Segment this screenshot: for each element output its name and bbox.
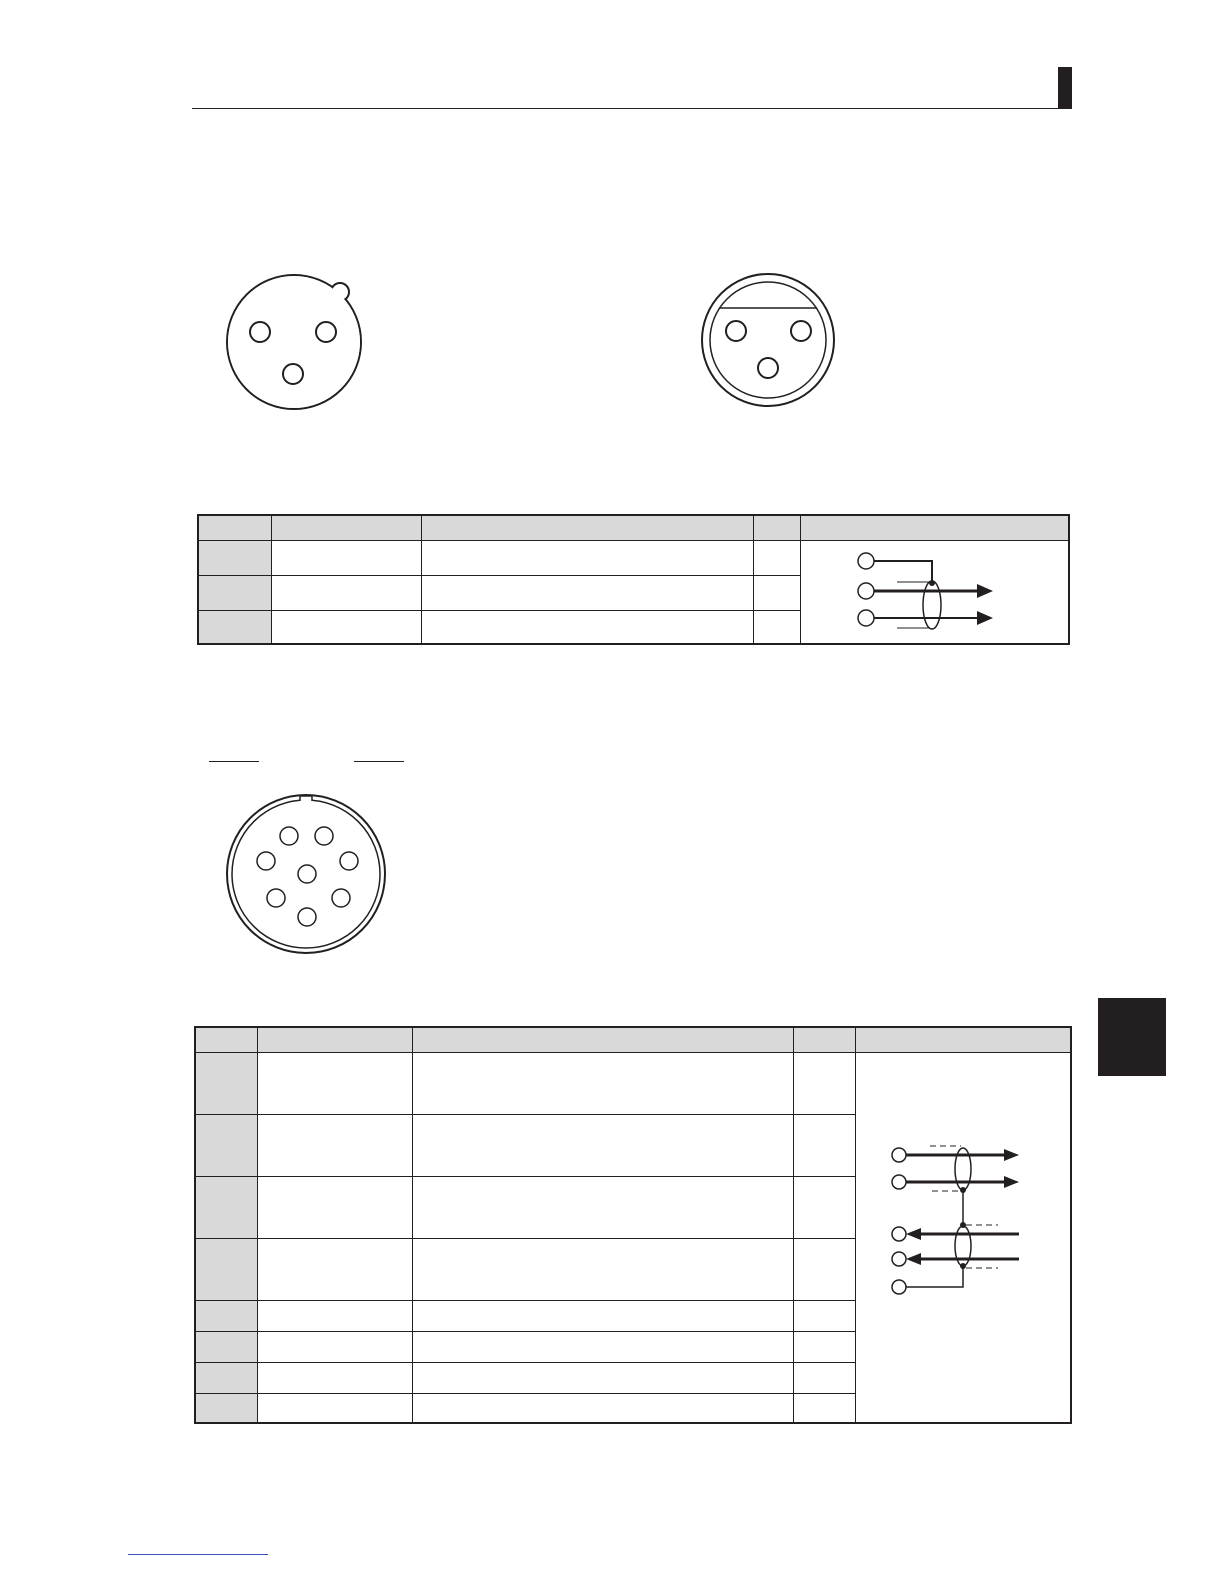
footer-link[interactable] <box>128 1554 268 1555</box>
signal-description <box>412 1301 793 1332</box>
pin-number <box>195 1239 257 1301</box>
signal-name <box>257 1239 412 1301</box>
pin-hole <box>298 865 316 883</box>
signal-io <box>753 541 800 576</box>
wiring-diagram-8pin <box>856 1053 1071 1422</box>
signal-io <box>753 611 800 644</box>
signal-description <box>412 1332 793 1363</box>
signal-description <box>421 611 753 644</box>
pin-number <box>195 1053 257 1115</box>
signal-io <box>793 1332 855 1363</box>
signal-name <box>271 541 421 576</box>
signal-name <box>257 1332 412 1363</box>
pin-hole <box>332 889 350 907</box>
signal-name <box>271 576 421 611</box>
pin-hole <box>267 889 285 907</box>
pin-number <box>195 1363 257 1394</box>
connector-3pin-male-diagram <box>220 272 370 417</box>
pin-number <box>198 576 271 611</box>
chapter-marker <box>1058 67 1072 109</box>
signal-io <box>793 1394 855 1423</box>
column-header-pin <box>198 515 271 541</box>
signal-name <box>257 1363 412 1394</box>
signal-io <box>793 1239 855 1301</box>
signal-description <box>412 1394 793 1423</box>
pin-hole <box>726 321 746 341</box>
pin-assignment-table-3pin <box>197 514 1070 645</box>
signal-name <box>257 1115 412 1177</box>
signal-io <box>793 1115 855 1177</box>
pin-number <box>195 1332 257 1363</box>
pin-hole <box>758 358 778 378</box>
column-header-description <box>412 1027 793 1053</box>
wiring-diagram-3pin <box>801 541 1069 643</box>
pin-hole <box>316 322 336 342</box>
column-header-wiring <box>800 515 1069 541</box>
pin-hole <box>791 321 811 341</box>
signal-description <box>412 1363 793 1394</box>
pin-number <box>198 611 271 644</box>
column-header-description <box>421 515 753 541</box>
pin-hole <box>250 322 270 342</box>
pin-hole <box>283 364 303 384</box>
connector-3pin-female-diagram <box>700 272 840 412</box>
column-header-pin <box>195 1027 257 1053</box>
table-row <box>195 1053 1071 1115</box>
pin-number <box>195 1177 257 1239</box>
signal-description <box>421 541 753 576</box>
pin-hole <box>340 852 358 870</box>
signal-name <box>257 1301 412 1332</box>
signal-name <box>271 611 421 644</box>
signal-io <box>793 1363 855 1394</box>
column-header-signal <box>257 1027 412 1053</box>
pin-hole <box>298 908 316 926</box>
signal-name <box>257 1053 412 1115</box>
signal-io <box>793 1053 855 1115</box>
pin-number <box>195 1394 257 1423</box>
column-header-signal <box>271 515 421 541</box>
wiring-diagram-cell <box>855 1053 1071 1423</box>
signal-description <box>412 1177 793 1239</box>
pin-hole <box>257 852 275 870</box>
signal-io <box>793 1177 855 1239</box>
chapter-tab <box>1098 998 1166 1076</box>
signal-description <box>421 576 753 611</box>
header-rule <box>192 108 1072 109</box>
column-header-wiring <box>855 1027 1071 1053</box>
label-underline <box>354 761 404 762</box>
label-underline <box>209 761 259 762</box>
pin-hole <box>315 827 333 845</box>
signal-name <box>257 1177 412 1239</box>
column-header-io <box>753 515 800 541</box>
signal-io <box>793 1301 855 1332</box>
connector-8pin-diagram <box>222 792 390 957</box>
signal-description <box>412 1239 793 1301</box>
pin-number <box>198 541 271 576</box>
pin-assignment-table-8pin <box>194 1026 1072 1424</box>
pin-number <box>195 1115 257 1177</box>
signal-io <box>753 576 800 611</box>
signal-description <box>412 1115 793 1177</box>
pin-hole <box>280 827 298 845</box>
signal-description <box>412 1053 793 1115</box>
signal-name <box>257 1394 412 1423</box>
column-header-io <box>793 1027 855 1053</box>
wiring-diagram-cell <box>800 541 1069 644</box>
table-row <box>198 541 1069 576</box>
pin-number <box>195 1301 257 1332</box>
